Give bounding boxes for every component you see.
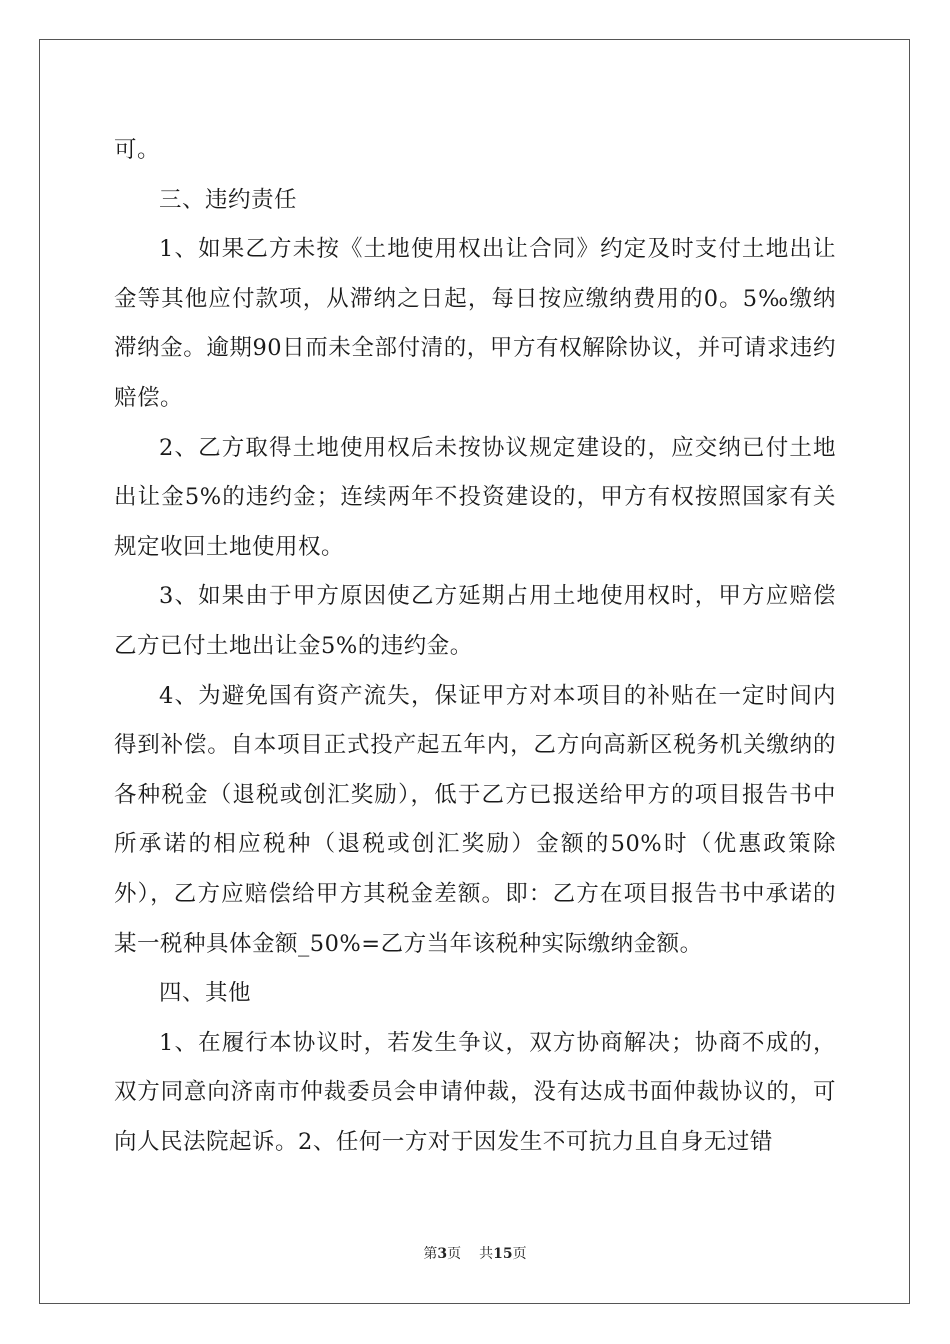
page-prefix: 第 — [423, 1246, 438, 1262]
document-body — [114, 126, 836, 1167]
total-suffix: 页 — [512, 1246, 527, 1262]
paragraph-other-clause-1: 1、在履行本协议时，若发生争议，双方协商解决；协商不成的，双方同意向济南市仲裁委员会申请仲裁，没有达成书面仲裁协议的，可向人民法院起诉。2、任何一方对于因发生不可抗力且自身无过错 — [114, 1029, 836, 1155]
page-suffix: 页 — [447, 1246, 462, 1262]
page-footer — [0, 1244, 950, 1264]
section-heading-breach-liability: 三、违约责任 — [159, 186, 298, 213]
paragraph-clause-4: 4、为避免国有资产流失，保证甲方对本项目的补贴在一定时间内得到补偿。自本项目正式投产起五年内，乙方向高新区税务机关缴纳的各种税金（退税或创汇奖励），低于乙方已报送给甲方的项目报告书中所承诺的相应税种（退税或创汇奖励）金额的50%时（优惠政策除外），乙方应赔偿给甲方其税金差额。即：乙方在项目报告书中承诺的某一税种具体金额_50%=乙方当年该税种实际缴纳金额。 — [114, 682, 836, 957]
paragraph-continuation: 可。 — [114, 137, 161, 163]
total-pages: 15 — [493, 1246, 513, 1262]
section-heading-other: 四、其他 — [159, 980, 252, 1007]
paragraph-clause-3: 3、如果由于甲方原因使乙方延期占用土地使用权时，甲方应赔偿乙方已付土地出让金5%的违约金。 — [114, 583, 836, 659]
paragraph-clause-2: 2、乙方取得土地使用权后未按协议规定建设的，应交纳已付土地出让金5%的违约金；连续两年不投资建设的，甲方有权按照国家有关规定收回土地使用权。 — [114, 434, 836, 560]
page-number: 3 — [437, 1246, 448, 1262]
paragraph-clause-1: 1、如果乙方未按《土地使用权出让合同》约定及时支付土地出让金等其他应付款项，从滞纳之日起，每日按应缴纳费用的0。5‰缴纳滞纳金。逾期90日而未全部付清的，甲方有权解除协议，并可请求违约赔偿。 — [114, 236, 836, 411]
total-prefix: 共 — [479, 1246, 494, 1262]
